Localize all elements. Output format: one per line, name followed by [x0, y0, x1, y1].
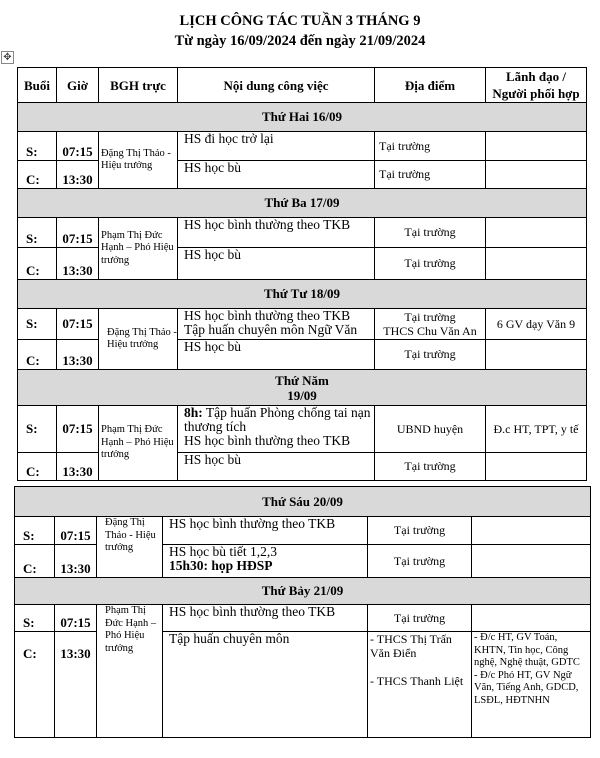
bgh-cell: Đặng Thị Thảo - Hiệu trưởng [99, 309, 178, 370]
place-cell: Tại trường [375, 248, 486, 280]
session-label: S: [15, 605, 55, 632]
session-row [18, 309, 587, 340]
session-label: S: [18, 218, 57, 248]
header-content: Nội dung công việc [178, 68, 375, 103]
day-title: Thứ Tư 18/09 [18, 280, 587, 309]
session-time: 07:15 [57, 218, 99, 248]
day-title: Thứ Năm 19/09 [18, 370, 587, 406]
leader-cell [486, 453, 587, 481]
place-cell: Tại trường [368, 517, 472, 545]
session-row [15, 605, 591, 632]
session-time: 13:30 [57, 248, 99, 280]
bgh-cell: Phạm Thị Đức Hạnh – Phó Hiệu trưởng [99, 406, 178, 481]
session-time: 13:30 [55, 632, 97, 738]
day-title: Thứ Bảy 21/09 [15, 578, 591, 605]
day-row-friday [15, 487, 591, 517]
session-label: C: [18, 453, 57, 481]
content-cell: HS học bình thường theo TKB Tập huấn chuyên môn Ngữ Văn [178, 309, 375, 340]
bgh-cell: Đặng Thị Thảo - Hiệu trưởng [99, 132, 178, 189]
schedule-table-2 [14, 486, 591, 738]
place-cell: UBND huyện [375, 406, 486, 453]
day-title: Thứ Sáu 20/09 [15, 487, 591, 517]
bgh-cell: Phạm Thị Đức Hạnh – Phó Hiệu trưởng [99, 218, 178, 280]
leader-cell: Đ.c HT, TPT, y tế [486, 406, 587, 453]
session-label: C: [18, 161, 57, 189]
session-time: 07:15 [57, 132, 99, 161]
leader-cell [472, 517, 591, 545]
schedule-table-1 [17, 67, 587, 481]
session-label: C: [15, 632, 55, 738]
session-row [18, 132, 587, 161]
place-cell: - THCS Thị Trấn Văn Điển - THCS Thanh Liệt [368, 632, 472, 738]
day-row-saturday [15, 578, 591, 605]
leader-cell [486, 161, 587, 189]
header-bgh: BGH trực [99, 68, 178, 103]
session-row [15, 517, 591, 545]
content-cell: HS học bù [178, 340, 375, 370]
content-cell: HS học bình thường theo TKB [163, 517, 368, 545]
session-label: S: [18, 309, 57, 340]
session-label: S: [15, 517, 55, 545]
content-cell: 8h: Tập huấn Phòng chống tai nạn thương tích HS học bình thường theo TKB [178, 406, 375, 453]
session-time: 13:30 [55, 545, 97, 578]
session-label: C: [18, 248, 57, 280]
move-anchor-icon[interactable]: ✥ [1, 51, 14, 64]
content-cell: Tập huấn chuyên môn [163, 632, 368, 738]
leader-cell [472, 605, 591, 632]
session-time: 07:15 [57, 406, 99, 453]
session-time: 13:30 [57, 453, 99, 481]
place-cell: Tại trường [375, 161, 486, 189]
leader-cell [486, 340, 587, 370]
leader-cell: 6 GV dạy Văn 9 [486, 309, 587, 340]
session-time: 07:15 [55, 517, 97, 545]
session-label: S: [18, 132, 57, 161]
session-time: 13:30 [57, 161, 99, 189]
header-session: Buổi [18, 68, 57, 103]
page-subtitle: Từ ngày 16/09/2024 đến ngày 21/09/2024 [174, 33, 426, 49]
session-time: 07:15 [55, 605, 97, 632]
header-place: Địa điểm [375, 68, 486, 103]
content-cell: HS học bù [178, 161, 375, 189]
day-row-monday [18, 103, 587, 132]
place-cell: Tại trường [375, 218, 486, 248]
day-row-thursday [18, 370, 587, 406]
content-cell: HS học bù [178, 248, 375, 280]
place-cell: Tại trường [375, 340, 486, 370]
leader-cell [472, 545, 591, 578]
leader-cell [486, 132, 587, 161]
header-time: Giờ [57, 68, 99, 103]
leader-cell [486, 248, 587, 280]
content-cell: HS học bình thường theo TKB [163, 605, 368, 632]
bgh-cell: Đặng Thị Thảo - Hiệu trưởng [97, 517, 163, 578]
session-time: 13:30 [57, 340, 99, 370]
place-cell: Tại trường THCS Chu Văn An [375, 309, 486, 340]
content-cell: HS học bù tiết 1,2,3 15h30: họp HĐSP [163, 545, 368, 578]
leader-cell: - Đ/c HT, GV Toán, KHTN, Tin học, Công nghệ, Nghệ thuật, GDTC - Đ/c Phó HT, GV Ngữ Văn, Tiếng Anh, GDCD, LSĐL, HĐTNHN [472, 632, 591, 738]
content-cell: HS học bù [178, 453, 375, 481]
day-row-wednesday [18, 280, 587, 309]
leader-cell [486, 218, 587, 248]
session-label: C: [15, 545, 55, 578]
session-row [18, 406, 587, 453]
session-row [18, 218, 587, 248]
place-cell: Tại trường [368, 545, 472, 578]
place-cell: Tại trường [368, 605, 472, 632]
day-title: Thứ Ba 17/09 [18, 189, 587, 218]
day-row-tuesday [18, 189, 587, 218]
session-label: C: [18, 340, 57, 370]
bgh-cell: Phạm Thị Đức Hạnh – Phó Hiệu trưởng [97, 605, 163, 738]
day-title: Thứ Hai 16/09 [18, 103, 587, 132]
header-row [18, 68, 587, 103]
session-time: 07:15 [57, 309, 99, 340]
content-cell: HS học bình thường theo TKB [178, 218, 375, 248]
page-title: LỊCH CÔNG TÁC TUẦN 3 THÁNG 9 [179, 13, 421, 29]
place-cell: Tại trường [375, 132, 486, 161]
content-cell: HS đi học trở lại [178, 132, 375, 161]
place-cell: Tại trường [375, 453, 486, 481]
header-leader: Lãnh đạo / Người phối hợp [486, 68, 587, 103]
session-label: S: [18, 406, 57, 453]
